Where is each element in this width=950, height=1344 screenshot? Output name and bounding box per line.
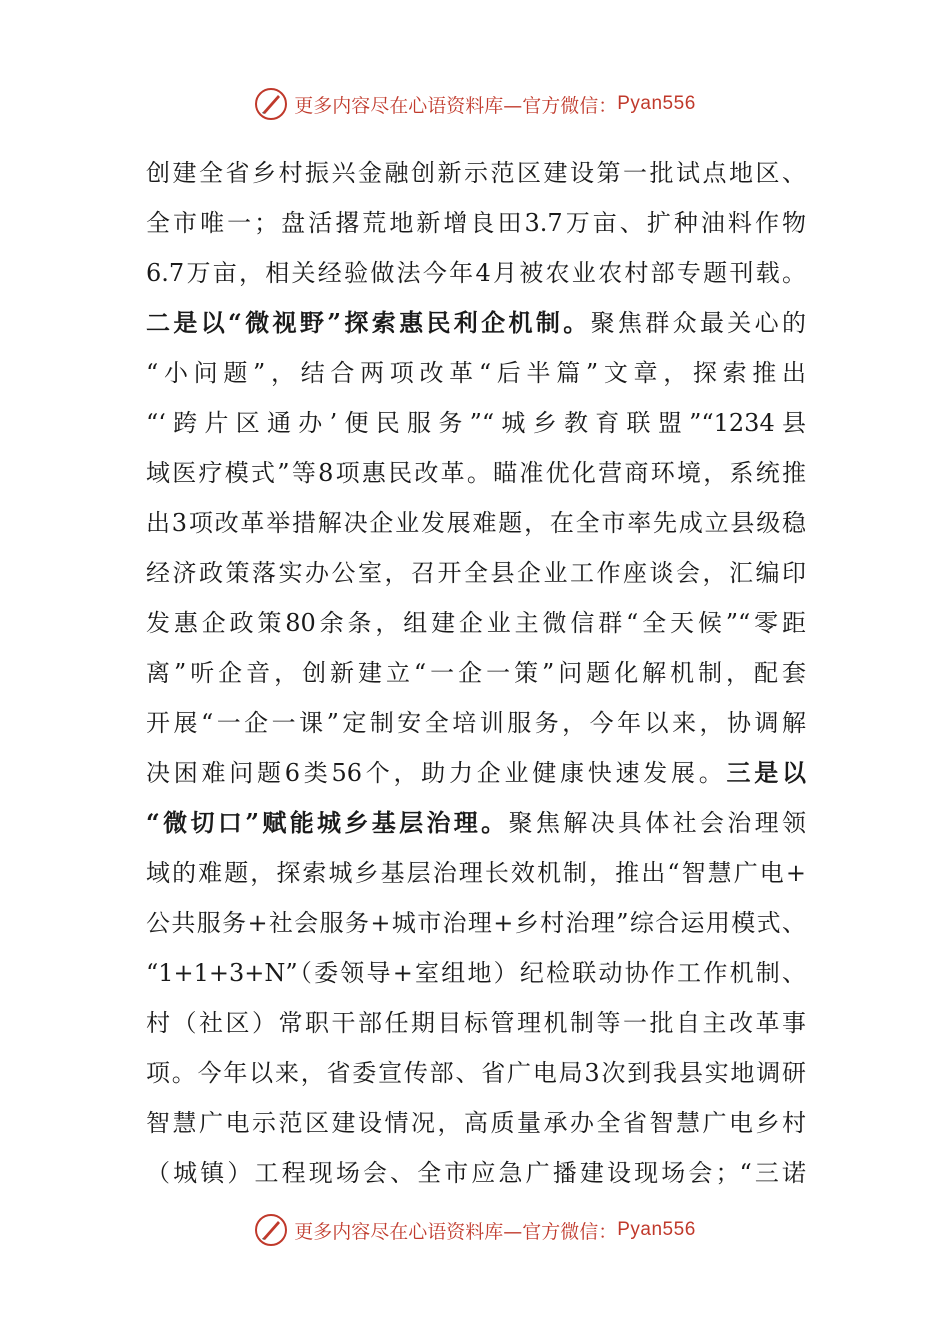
text-line [146, 798, 806, 848]
text-run: （城镇）工程现场会、全市应急广播建设现场会；“三诺 [146, 1159, 806, 1187]
text-line [146, 748, 806, 798]
footer-watermark [0, 1210, 950, 1250]
text-run: 全市唯一；盘活撂荒地新增良田3.7万亩、扩种油料作物 [146, 209, 806, 237]
text-run: 项。今年以来，省委宣传部、省广电局3次到我县实地调研 [146, 1059, 806, 1087]
text-line [146, 148, 806, 198]
quill-circle-icon [254, 1213, 288, 1247]
text-run: 离”听企音，创新建立“一企一策”问题化解机制，配套 [146, 659, 806, 687]
text-run: 经济政策落实办公室，召开全县企业工作座谈会，汇编印 [146, 559, 806, 587]
bold-heading-run: 三是以 [726, 758, 806, 787]
text-line [146, 398, 806, 448]
document-body [146, 148, 806, 1198]
text-line [146, 1148, 806, 1198]
text-run: 发惠企政策80余条，组建企业主微信群“全天候”“零距 [146, 609, 806, 637]
text-run: 出3项改革举措解决企业发展难题，在全市率先成立县级稳 [146, 509, 806, 537]
text-line [146, 1048, 806, 1098]
text-line [146, 598, 806, 648]
watermark-text: 更多内容尽在心语资料库—官方微信： [294, 94, 618, 117]
text-line [146, 648, 806, 698]
text-line [146, 548, 806, 598]
text-line [146, 898, 806, 948]
text-run: 开展“一企一课”定制安全培训服务，今年以来，协调解 [146, 709, 806, 737]
text-run: 村（社区）常职干部任期目标管理机制等一批自主改革事 [146, 1009, 806, 1037]
text-line [146, 198, 806, 248]
text-line [146, 848, 806, 898]
text-run: 聚焦解决具体社会治理领 [508, 809, 806, 837]
text-run: “小问题”，结合两项改革“后半篇”文章，探索推出 [146, 359, 806, 387]
watermark-wechat-id: Pyan556 [617, 1219, 696, 1240]
text-run: “1+1+3+N”（委领导+室组地）纪检联动协作工作机制、 [146, 959, 806, 987]
text-line [146, 298, 806, 348]
text-run: 公共服务+社会服务+城市治理+乡村治理”综合运用模式、 [146, 909, 806, 937]
text-run: 6.7万亩，相关经验做法今年4月被农业农村部专题刊载。 [146, 259, 806, 287]
text-line [146, 248, 806, 298]
text-line [146, 998, 806, 1048]
text-line [146, 1098, 806, 1148]
text-run: 智慧广电示范区建设情况，高质量承办全省智慧广电乡村 [146, 1109, 806, 1137]
text-run: 域医疗模式”等8项惠民改革。瞄准优化营商环境，系统推 [146, 459, 806, 487]
text-line [146, 348, 806, 398]
text-line [146, 698, 806, 748]
text-line [146, 448, 806, 498]
watermark-text: 更多内容尽在心语资料库—官方微信： [294, 1220, 618, 1243]
bold-heading-run: 二是以“微视野”探索惠民利企机制。 [146, 308, 591, 337]
bold-heading-run: “微切口”赋能城乡基层治理。 [146, 808, 509, 837]
text-run: 创建全省乡村振兴金融创新示范区建设第一批试点地区、 [146, 159, 806, 187]
text-run: 域的难题，探索城乡基层治理长效机制，推出“智慧广电+ [146, 859, 806, 887]
header-watermark [0, 84, 950, 124]
text-run: “‘跨片区通办’便民服务”“城乡教育联盟”“1234县 [146, 409, 806, 437]
text-run: 决困难问题6类56个，助力企业健康快速发展。 [146, 759, 727, 787]
text-line [146, 498, 806, 548]
text-line [146, 948, 806, 998]
quill-circle-icon [254, 87, 288, 121]
text-run: 聚焦群众最关心的 [590, 309, 806, 337]
watermark-wechat-id: Pyan556 [617, 93, 696, 114]
